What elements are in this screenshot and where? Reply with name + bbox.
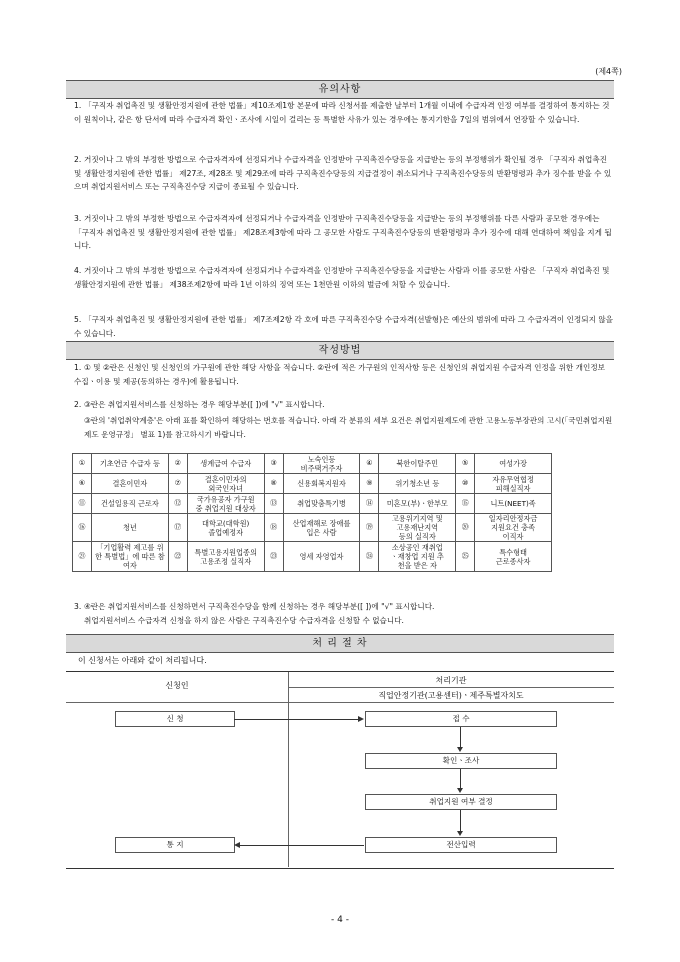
category-number: ⑮ — [456, 494, 475, 514]
category-label: 소상공인 재취업 ㆍ재창업 지원 추 천을 받은 자 — [379, 542, 456, 572]
notes-item-number: 4. — [74, 266, 82, 275]
category-number: ⑭ — [360, 494, 379, 514]
category-number: ⑲ — [360, 514, 379, 542]
notes-item-5 — [74, 313, 614, 340]
category-label: 결혼이민자의 외국인자녀 — [187, 474, 264, 494]
category-number: ⑳ — [456, 514, 475, 542]
category-label: 국가유공자 가구원 중 취업지원 대상자 — [187, 494, 264, 514]
category-label: 특수형태 근로종사자 — [475, 542, 552, 572]
category-number: ⑦ — [168, 474, 187, 494]
instructions-item-number: 1. — [74, 363, 82, 372]
category-number: ㉔ — [360, 542, 379, 572]
instructions-item-text: ① 및 ②란은 신청인 및 신청인의 가구원에 관한 해당 사항을 적습니다. ②란에 적은 가구원의 인적사항 등은 신청인의 취업지원 수급자격 인정을 위한 개인정보 수집ㆍ이용 및 제공(동의하는 경우)에 활용됩니다. — [74, 363, 605, 386]
notes-section-header: 유의사항 — [66, 80, 614, 99]
arrow-receipt-to-verification — [460, 727, 461, 747]
notes-item-4 — [74, 264, 614, 291]
notes-item-number: 5. — [74, 315, 82, 324]
notes-item-text: 거짓이나 그 밖의 부정한 방법으로 수급자격자에 선정되거나 수급자격을 인정받아 구직촉진수당등을 지급받는 등의 부정행위가 확인될 경우 「구직자 취업촉진 및 생활안정지원에 관한 법률」 제27조, 제28조 및 제29조에 따라 구직촉진수당등의 지급결정이 취소되거나 구직촉진수당등의 반환명령과 추가 징수를 받을 수 있으며 취업지원서비스 또는 구직촉진수당 지급이 종료될 수 있습니다. — [74, 155, 612, 191]
category-number: ⑱ — [264, 514, 283, 542]
step-receipt-box: 접 수 — [365, 711, 557, 727]
notes-item-number: 2. — [74, 155, 82, 164]
category-label: 청년 — [92, 514, 169, 542]
category-number: ㉒ — [168, 542, 187, 572]
notes-item-text: 「구직자 취업촉진 및 생활안정지원에 관한 법률」제10조제1항 본문에 따라 신청서를 제출한 날부터 1개월 이내에 수급자격 인정 여부를 결정하여 통지하는 것이 원칙이나, 같은 항 단서에 따라 수급자격 확인ㆍ조사에 시일이 걸리는 등 특별한 사유가 있는 경우에는 통지기한을 7일의 범위에서 연장할 수 있습니다. — [74, 101, 610, 124]
instructions-item-2-sub: ③란의 '취업취약계층'은 아래 표를 확인하여 해당하는 번호를 적습니다. 아래 각 분류의 세부 요건은 취업지원제도에 관한 고용노동부장관의 고시(「국민취업지원제도 운영규정」 별표 1)를 참고하시기 바랍니다. — [84, 416, 613, 439]
category-number: ⑨ — [360, 474, 379, 494]
arrowhead-down-icon — [457, 747, 463, 752]
category-number: ③ — [264, 454, 283, 474]
notes-item-text: 거짓이나 그 밖의 부정한 방법으로 수급자격자에 선정되거나 수급자격을 인정받아 구직촉진수당등을 지급받는 등의 부정행위를 다른 사람과 공모한 경우에는 「구직자 취업촉진 및 생활안정지원에 관한 법률」 제28조제3항에 따라 그 공모한 사람도 구직촉진수당등의 반환명령과 추가 징수에 대해 연대하여 책임을 지게 됩니다. — [74, 214, 612, 250]
arrowhead-right-icon — [358, 716, 364, 722]
category-label: 취업맞춤특기병 — [283, 494, 360, 514]
category-number: ㉕ — [456, 542, 475, 572]
category-number: ㉓ — [264, 542, 283, 572]
step-decision-box: 취업지원 여부 결정 — [365, 794, 557, 810]
category-number: ⑬ — [264, 494, 283, 514]
arrowhead-down-icon — [457, 788, 463, 793]
step-verification-box: 확인ㆍ조사 — [365, 753, 557, 769]
category-label: 결혼이민자 — [92, 474, 169, 494]
category-number: ⑪ — [73, 494, 92, 514]
category-label: 특별고용지원업종의 고용조정 실직자 — [187, 542, 264, 572]
category-label: 고용위기지역 및 고용재난지역 등의 실직자 — [379, 514, 456, 542]
category-label: 니트(NEET)족 — [475, 494, 552, 514]
notes-item-3 — [74, 212, 614, 253]
notes-item-number: 3. — [74, 214, 82, 223]
category-number: ⑯ — [73, 514, 92, 542]
category-label: 대학교(대학원) 졸업예정자 — [187, 514, 264, 542]
category-number: ④ — [360, 454, 379, 474]
instructions-item-number: 2. — [74, 400, 82, 409]
category-label: 위기청소년 등 — [379, 474, 456, 494]
category-label: 일자리안정자금 지원요건 충족 이직자 — [475, 514, 552, 542]
category-row — [73, 494, 552, 514]
category-number: ⑥ — [73, 474, 92, 494]
category-label: 기초연금 수급자 등 — [92, 454, 169, 474]
notes-item-2 — [74, 153, 614, 194]
agency-column-header: 처리기관 — [435, 676, 467, 685]
category-row — [73, 454, 552, 474]
instructions-section-header: 작성방법 — [66, 341, 614, 360]
page-tag: (제4쪽) — [595, 67, 622, 76]
instructions-item-3 — [74, 600, 614, 614]
instructions-item-3-sub: 취업지원서비스 수급자격 신청을 하지 않은 사람은 구직촉진수당 수급자격을 신청할 수 없습니다. — [84, 616, 404, 625]
arrow-verification-to-decision — [460, 769, 461, 788]
category-label: 건설일용직 근로자 — [92, 494, 169, 514]
instructions-item-1 — [74, 361, 614, 388]
category-label: 영세 자영업자 — [283, 542, 360, 572]
page-number: - 4 - — [331, 915, 349, 925]
category-row — [73, 474, 552, 494]
category-label: 여성가장 — [475, 454, 552, 474]
instructions-item-text: ④란은 취업지원서비스를 신청하면서 구직촉진수당을 함께 신청하는 경우 해당부분([ ])에 "√" 표시합니다. — [84, 602, 435, 611]
category-number: ⑩ — [456, 474, 475, 494]
header-divider — [66, 702, 614, 703]
arrowhead-down-icon — [457, 831, 463, 836]
instructions-item-2 — [74, 398, 614, 412]
arrow-decision-to-entry — [460, 810, 461, 831]
category-number: ㉑ — [73, 542, 92, 572]
applicant-column-header: 신청인 — [165, 681, 189, 690]
notes-item-1 — [74, 99, 614, 126]
category-row — [73, 542, 552, 572]
instructions-item-number: 3. — [74, 602, 82, 611]
category-label: 「기업활력 제고를 위 한 특별법」에 따른 참 여자 — [92, 542, 169, 572]
category-label: 자유무역협정 피해실직자 — [475, 474, 552, 494]
category-label: 북한이탈주민 — [379, 454, 456, 474]
apply-box: 신 청 — [115, 711, 235, 727]
arrow-apply-to-receipt — [234, 719, 358, 720]
agency-header-divider — [288, 687, 614, 688]
step-data-entry-box: 전산입력 — [365, 837, 557, 853]
procedure-intro: 이 신청서는 아래와 같이 처리됩니다. — [78, 656, 207, 665]
arrow-entry-to-notify — [240, 845, 364, 846]
arrowhead-left-icon — [234, 842, 240, 848]
category-label: 생계급여 수급자 — [187, 454, 264, 474]
category-number: ② — [168, 454, 187, 474]
notes-item-text: 「구직자 취업촉진 및 생활안정지원에 관한 법률」 제7조제2항 각 호에 따른 구직촉진수당 수급자격(선발형)은 예산의 범위에 따라 그 수급자격이 인정되지 않을 수 있습니다. — [74, 315, 614, 338]
category-row — [73, 514, 552, 542]
category-number: ⑰ — [168, 514, 187, 542]
category-label: 산업재해로 장애를 입은 사람 — [283, 514, 360, 542]
category-label: 신용회복지원자 — [283, 474, 360, 494]
vulnerable-category-table — [72, 453, 552, 572]
category-number: ⑤ — [456, 454, 475, 474]
agency-name: 직업안정기관(고용센터)ㆍ제주특별자치도 — [378, 691, 524, 700]
category-number: ⑧ — [264, 474, 283, 494]
notify-box: 통 지 — [115, 837, 235, 853]
procedure-section-header: 처 리 절 차 — [66, 634, 614, 653]
category-label: 미혼모(부)ㆍ한부모 — [379, 494, 456, 514]
notes-item-number: 1. — [74, 101, 82, 110]
category-label: 노숙인등 비주택거주자 — [283, 454, 360, 474]
instructions-item-text: ③란은 취업지원서비스를 신청하는 경우 해당부분([ ])에 "√" 표시합니다. — [84, 400, 325, 409]
notes-item-text: 거짓이나 그 밖의 부정한 방법으로 수급자격자에 선정되거나 수급자격을 인정받아 구직촉진수당등을 지급받는 사람과 이를 공모한 사람은 「구직자 취업촉진 및 생활안정지원에 관한 법률」 제38조제2항에 따라 1년 이하의 징역 또는 1천만원 이하의 벌금에 처할 수 있습니다. — [74, 266, 610, 289]
category-number: ① — [73, 454, 92, 474]
category-number: ⑫ — [168, 494, 187, 514]
